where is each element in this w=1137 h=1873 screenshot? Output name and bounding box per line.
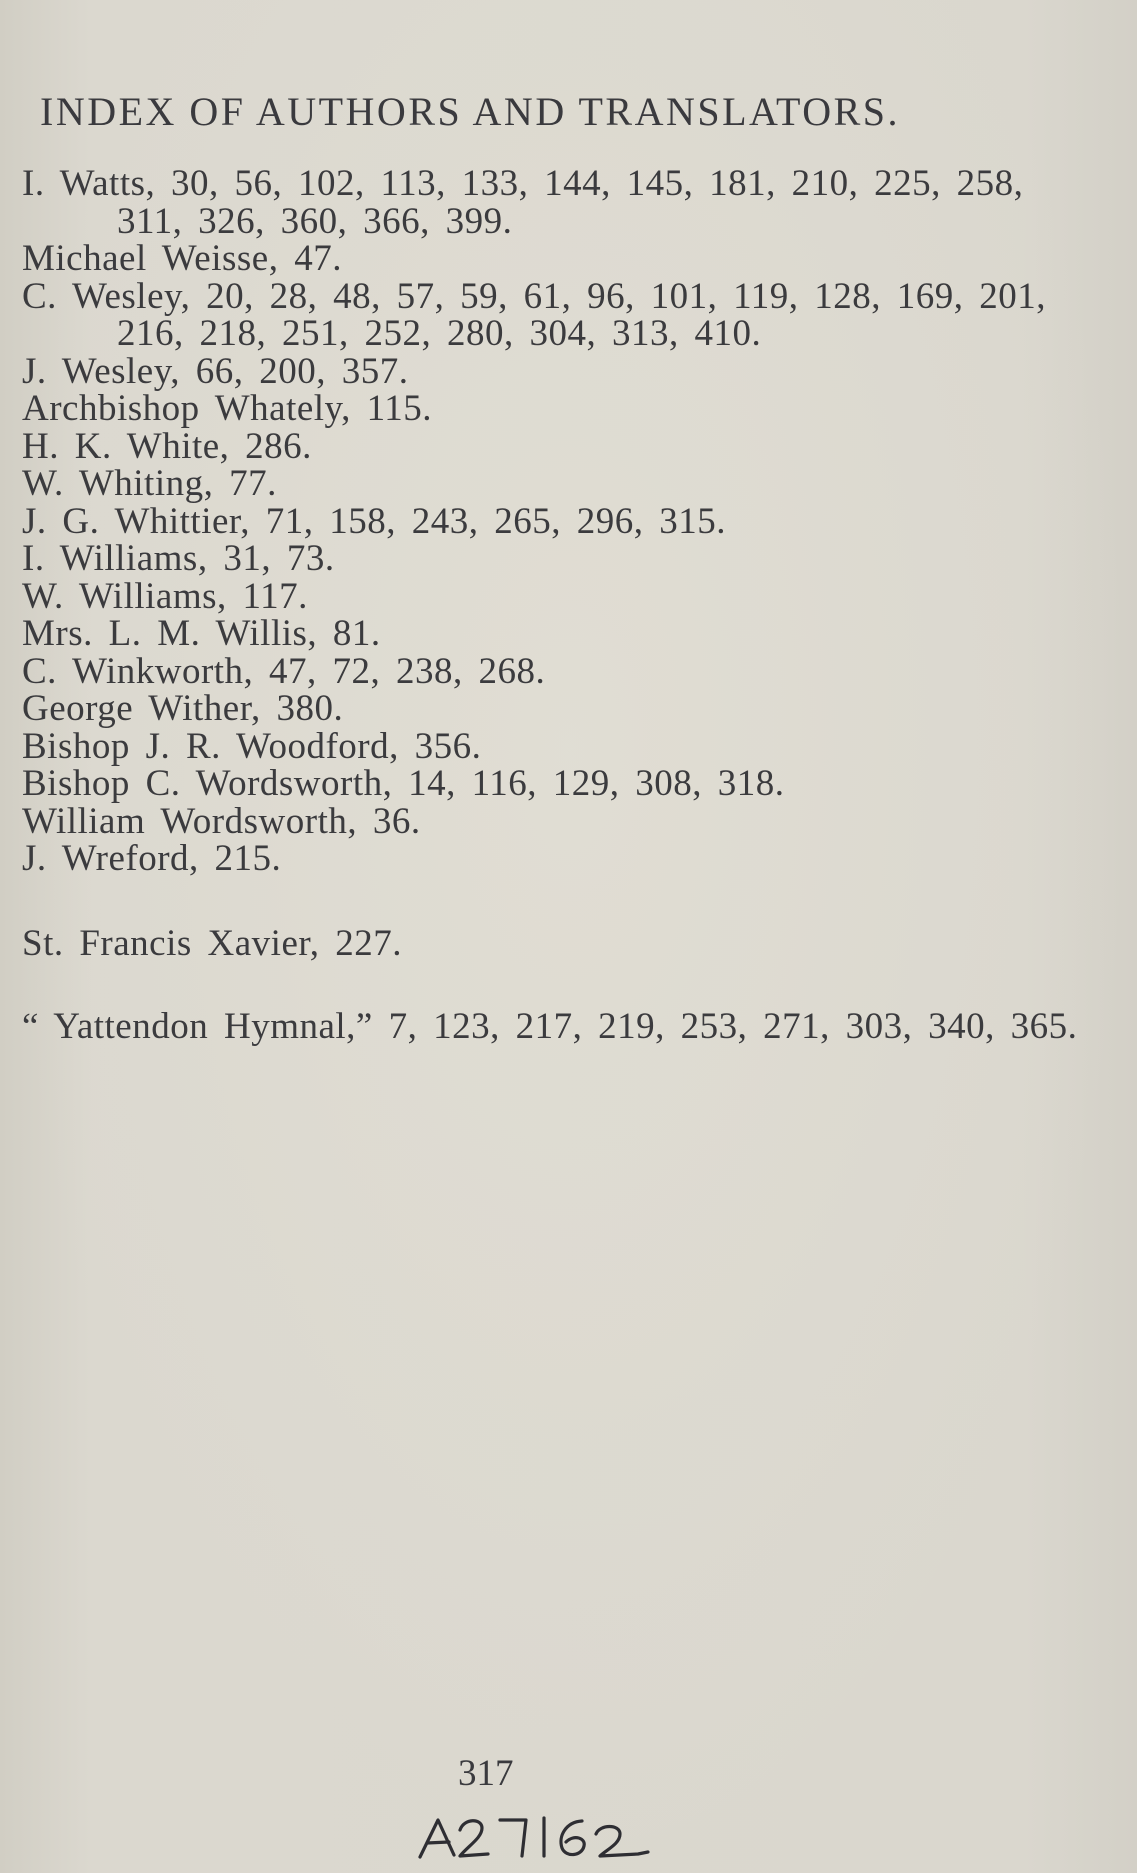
handwritten-accession-mark	[416, 1812, 746, 1862]
index-entry: St. Francis Xavier, 227.	[22, 922, 402, 964]
index-entry: George Wither, 380.	[22, 688, 344, 729]
index-entry: C. Wesley, 20, 28, 48, 57, 59, 61, 96, 101, 119, 128, 169, 201, 216, 218, 251, 252, 280, 304, 313, 410.	[22, 275, 1046, 354]
index-entry: J. G. Whittier, 71, 158, 243, 265, 296, 315.	[22, 500, 727, 542]
index-entry: J. Wesley, 66, 200, 357.	[22, 350, 409, 392]
index-entry: Mrs. L. M. Willis, 81.	[22, 613, 381, 654]
index-entry: Archbishop Whately, 115.	[22, 388, 433, 429]
index-entry: “ Yattendon Hymnal,” 7, 123, 217, 219, 253, 271, 303, 340, 365.	[22, 1006, 1078, 1047]
index-entry: W. Williams, 117.	[22, 575, 308, 617]
index-entry: I. Watts, 30, 56, 102, 113, 133, 144, 145, 181, 210, 225, 258, 311, 326, 360, 366, 399.	[22, 163, 1024, 242]
index-entry: W. Whiting, 77.	[22, 463, 277, 504]
index-entry: H. K. White, 286.	[22, 425, 312, 467]
index-entry: I. Williams, 31, 73.	[22, 538, 335, 579]
index-entry: William Wordsworth, 36.	[22, 800, 421, 842]
index-entry: J. Wreford, 215.	[22, 838, 282, 879]
index-entry: Bishop C. Wordsworth, 14, 116, 129, 308, 318.	[22, 763, 785, 804]
author-index-list	[22, 165, 1082, 1046]
index-entry: Michael Weisse, 47.	[22, 238, 342, 279]
index-entry: C. Winkworth, 47, 72, 238, 268.	[22, 650, 546, 692]
page-title: INDEX OF AUTHORS AND TRANSLATORS.	[40, 89, 901, 134]
index-entry: Bishop J. R. Woodford, 356.	[22, 725, 482, 767]
page-number: 317	[458, 1753, 514, 1794]
